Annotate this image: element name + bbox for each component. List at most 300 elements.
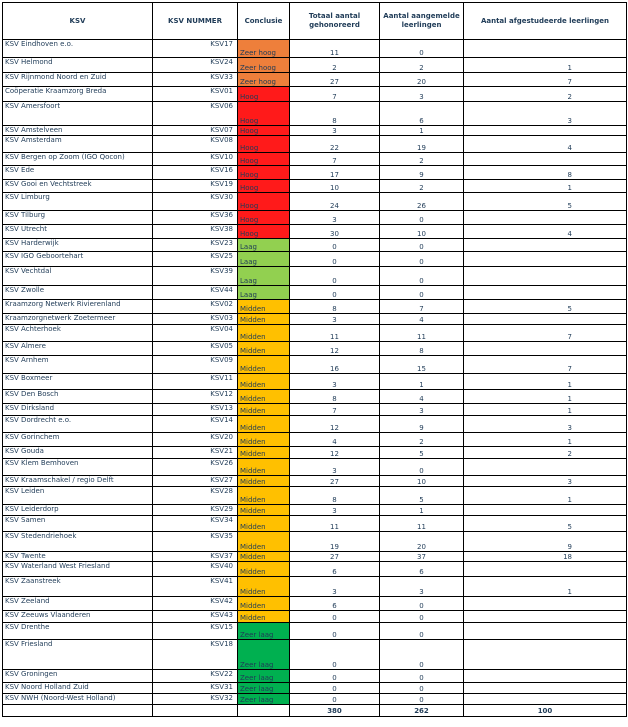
ksv-number-cell: KSV05: [153, 342, 238, 356]
totals-empty-conclusie: [238, 705, 290, 717]
table-row: [3, 390, 627, 404]
afgestudeerde-leerlingen-cell: [464, 694, 627, 705]
afgestudeerde-leerlingen-cell: 8: [464, 166, 627, 180]
ksv-name-cell: KSV Drenthe: [3, 623, 153, 640]
totaal-gehonoreerd-cell: 0: [290, 239, 380, 252]
totaal-gehonoreerd-cell: 6: [290, 597, 380, 611]
aangemelde-leerlingen-cell: 1: [380, 126, 464, 136]
aangemelde-leerlingen-cell: 6: [380, 562, 464, 577]
ksv-number-cell: KSV42: [153, 597, 238, 611]
afgestudeerde-leerlingen-cell: [464, 342, 627, 356]
totaal-gehonoreerd-cell: 27: [290, 476, 380, 487]
conclusie-cell: Midden: [238, 505, 290, 516]
aangemelde-leerlingen-cell: 11: [380, 325, 464, 342]
ksv-number-cell: KSV19: [153, 180, 238, 193]
table-row: [3, 562, 627, 577]
table-row: [3, 433, 627, 447]
ksv-number-cell: KSV10: [153, 153, 238, 166]
aangemelde-leerlingen-cell: 19: [380, 136, 464, 153]
aangemelde-leerlingen-cell: 1: [380, 505, 464, 516]
ksv-number-cell: KSV40: [153, 562, 238, 577]
table-body: [3, 40, 627, 705]
aangemelde-leerlingen-cell: 0: [380, 459, 464, 476]
ksv-name-cell: KSV Kraamschakel / regio Delft: [3, 476, 153, 487]
aangemelde-leerlingen-cell: 9: [380, 166, 464, 180]
ksv-number-cell: KSV06: [153, 102, 238, 126]
ksv-name-cell: KSV Tilburg: [3, 211, 153, 225]
aangemelde-leerlingen-cell: 26: [380, 193, 464, 211]
afgestudeerde-leerlingen-cell: [464, 611, 627, 623]
aangemelde-leerlingen-cell: 20: [380, 532, 464, 552]
conclusie-cell: Hoog: [238, 225, 290, 239]
aangemelde-leerlingen-cell: 10: [380, 476, 464, 487]
ksv-number-cell: KSV09: [153, 356, 238, 374]
aangemelde-leerlingen-cell: 5: [380, 487, 464, 505]
conclusie-cell: Midden: [238, 390, 290, 404]
table-row: [3, 552, 627, 562]
ksv-number-cell: KSV33: [153, 73, 238, 87]
afgestudeerde-leerlingen-cell: [464, 640, 627, 670]
conclusie-cell: Midden: [238, 516, 290, 532]
ksv-name-cell: KSV Zeeland: [3, 597, 153, 611]
table-row: [3, 694, 627, 705]
header-afgestudeerd: Aantal afgestudeerde leerlingen: [464, 3, 627, 40]
ksv-name-cell: KSV Gorinchem: [3, 433, 153, 447]
header-totaal: Totaal aantal gehonoreerd: [290, 3, 380, 40]
ksv-number-cell: KSV20: [153, 433, 238, 447]
afgestudeerde-leerlingen-cell: [464, 239, 627, 252]
ksv-name-cell: KSV Leiderdorp: [3, 505, 153, 516]
ksv-number-cell: KSV11: [153, 374, 238, 390]
ksv-name-cell: Coöperatie Kraamzorg Breda: [3, 87, 153, 102]
afgestudeerde-leerlingen-cell: 1: [464, 577, 627, 597]
table-row: [3, 267, 627, 286]
ksv-number-cell: KSV30: [153, 193, 238, 211]
totaal-gehonoreerd-cell: 0: [290, 611, 380, 623]
table-row: [3, 153, 627, 166]
afgestudeerde-leerlingen-cell: [464, 597, 627, 611]
table-row: [3, 623, 627, 640]
aangemelde-leerlingen-cell: 0: [380, 286, 464, 300]
ksv-name-cell: KSV Amstelveen: [3, 126, 153, 136]
ksv-number-cell: KSV25: [153, 252, 238, 267]
aangemelde-leerlingen-cell: 2: [380, 58, 464, 73]
totaal-gehonoreerd-cell: 0: [290, 694, 380, 705]
ksv-number-cell: KSV14: [153, 416, 238, 433]
ksv-number-cell: KSV03: [153, 314, 238, 325]
ksv-name-cell: KSV Rijnmond Noord en Zuid: [3, 73, 153, 87]
totaal-gehonoreerd-cell: 27: [290, 73, 380, 87]
table-row: [3, 670, 627, 683]
conclusie-cell: Zeer laag: [238, 670, 290, 683]
conclusie-cell: Laag: [238, 267, 290, 286]
ksv-number-cell: KSV16: [153, 166, 238, 180]
afgestudeerde-leerlingen-cell: [464, 211, 627, 225]
totaal-gehonoreerd-cell: 27: [290, 552, 380, 562]
table-row: [3, 252, 627, 267]
table-row: [3, 404, 627, 416]
totaal-gehonoreerd-cell: 11: [290, 325, 380, 342]
conclusie-cell: Zeer hoog: [238, 40, 290, 58]
table-row: [3, 416, 627, 433]
afgestudeerde-leerlingen-cell: [464, 623, 627, 640]
aangemelde-leerlingen-cell: 4: [380, 314, 464, 325]
conclusie-cell: Midden: [238, 314, 290, 325]
ksv-number-cell: KSV35: [153, 532, 238, 552]
totaal-gehonoreerd-cell: 7: [290, 153, 380, 166]
afgestudeerde-leerlingen-cell: 4: [464, 225, 627, 239]
conclusie-cell: Midden: [238, 552, 290, 562]
table-row: [3, 136, 627, 153]
ksv-number-cell: KSV36: [153, 211, 238, 225]
table-row: [3, 374, 627, 390]
ksv-name-cell: KSV Dordrecht e.o.: [3, 416, 153, 433]
conclusie-cell: Laag: [238, 252, 290, 267]
conclusie-cell: Midden: [238, 532, 290, 552]
aangemelde-leerlingen-cell: 15: [380, 356, 464, 374]
afgestudeerde-leerlingen-cell: 5: [464, 300, 627, 314]
ksv-number-cell: KSV28: [153, 487, 238, 505]
totaal-gehonoreerd-cell: 3: [290, 505, 380, 516]
ksv-number-cell: KSV15: [153, 623, 238, 640]
aangemelde-leerlingen-cell: 0: [380, 611, 464, 623]
aangemelde-leerlingen-cell: 6: [380, 102, 464, 126]
aangemelde-leerlingen-cell: 0: [380, 252, 464, 267]
totaal-gehonoreerd-cell: 30: [290, 225, 380, 239]
ksv-number-cell: KSV27: [153, 476, 238, 487]
totaal-gehonoreerd-cell: 12: [290, 416, 380, 433]
totaal-gehonoreerd-cell: 2: [290, 58, 380, 73]
conclusie-cell: Midden: [238, 476, 290, 487]
aangemelde-leerlingen-cell: 0: [380, 267, 464, 286]
totaal-gehonoreerd-cell: 16: [290, 356, 380, 374]
ksv-name-cell: KSV Achterhoek: [3, 325, 153, 342]
ksv-name-cell: KSV Boxmeer: [3, 374, 153, 390]
conclusie-cell: Midden: [238, 597, 290, 611]
totaal-gehonoreerd-cell: 12: [290, 342, 380, 356]
ksv-number-cell: KSV37: [153, 552, 238, 562]
aangemelde-leerlingen-cell: 3: [380, 87, 464, 102]
ksv-number-cell: KSV44: [153, 286, 238, 300]
conclusie-cell: Zeer laag: [238, 623, 290, 640]
aangemelde-leerlingen-cell: 4: [380, 390, 464, 404]
totaal-gehonoreerd-cell: 24: [290, 193, 380, 211]
aangemelde-leerlingen-cell: 0: [380, 694, 464, 705]
afgestudeerde-leerlingen-cell: 3: [464, 476, 627, 487]
totaal-gehonoreerd-cell: 19: [290, 532, 380, 552]
afgestudeerde-leerlingen-cell: [464, 126, 627, 136]
table-row: [3, 516, 627, 532]
ksv-name-cell: KSV NWH (Noord-West Holland): [3, 694, 153, 705]
afgestudeerde-leerlingen-cell: 1: [464, 404, 627, 416]
ksv-name-cell: KSV Gooi en Vechtstreek: [3, 180, 153, 193]
table-row: [3, 611, 627, 623]
ksv-number-cell: KSV08: [153, 136, 238, 153]
afgestudeerde-leerlingen-cell: [464, 153, 627, 166]
ksv-name-cell: KSV Den Bosch: [3, 390, 153, 404]
totaal-gehonoreerd-cell: 12: [290, 447, 380, 459]
table-row: [3, 447, 627, 459]
table-row: [3, 286, 627, 300]
totaal-gehonoreerd-cell: 0: [290, 683, 380, 694]
ksv-name-cell: KSV Stedendriehoek: [3, 532, 153, 552]
conclusie-cell: Midden: [238, 577, 290, 597]
ksv-name-cell: KSV Limburg: [3, 193, 153, 211]
ksv-number-cell: KSV02: [153, 300, 238, 314]
afgestudeerde-leerlingen-cell: 4: [464, 136, 627, 153]
ksv-number-cell: KSV21: [153, 447, 238, 459]
totals-row: [3, 705, 627, 717]
table-row: [3, 314, 627, 325]
aangemelde-leerlingen-cell: 0: [380, 239, 464, 252]
aangemelde-leerlingen-cell: 37: [380, 552, 464, 562]
table-row: [3, 58, 627, 73]
totaal-gehonoreerd-cell: 3: [290, 577, 380, 597]
ksv-number-cell: KSV38: [153, 225, 238, 239]
table-row: [3, 166, 627, 180]
table-row: [3, 577, 627, 597]
aangemelde-leerlingen-cell: 1: [380, 374, 464, 390]
ksv-name-cell: KSV Noord Holland Zuid: [3, 683, 153, 694]
ksv-number-cell: KSV32: [153, 694, 238, 705]
afgestudeerde-leerlingen-cell: 1: [464, 390, 627, 404]
totaal-gehonoreerd-cell: 11: [290, 40, 380, 58]
table-row: [3, 73, 627, 87]
aangemelde-leerlingen-cell: 8: [380, 342, 464, 356]
ksv-number-cell: KSV26: [153, 459, 238, 476]
afgestudeerde-leerlingen-cell: 9: [464, 532, 627, 552]
afgestudeerde-leerlingen-cell: 3: [464, 102, 627, 126]
conclusie-cell: Midden: [238, 356, 290, 374]
ksv-number-cell: KSV12: [153, 390, 238, 404]
afgestudeerde-leerlingen-cell: [464, 670, 627, 683]
ksv-number-cell: KSV13: [153, 404, 238, 416]
conclusie-cell: Zeer laag: [238, 640, 290, 670]
ksv-number-cell: KSV22: [153, 670, 238, 683]
totaal-gehonoreerd-cell: 11: [290, 516, 380, 532]
aangemelde-leerlingen-cell: 0: [380, 670, 464, 683]
ksv-number-cell: KSV18: [153, 640, 238, 670]
table-row: [3, 505, 627, 516]
header-aangemeld: Aantal aangemelde leerlingen: [380, 3, 464, 40]
afgestudeerde-leerlingen-cell: 1: [464, 487, 627, 505]
conclusie-cell: Midden: [238, 447, 290, 459]
header-ksv: KSV: [3, 3, 153, 40]
afgestudeerde-leerlingen-cell: [464, 683, 627, 694]
aangemelde-leerlingen-cell: 0: [380, 623, 464, 640]
total-aangemeld: 262: [380, 705, 464, 717]
totaal-gehonoreerd-cell: 3: [290, 314, 380, 325]
table-row: [3, 640, 627, 670]
afgestudeerde-leerlingen-cell: 3: [464, 416, 627, 433]
ksv-name-cell: KSV Klem Bemhoven: [3, 459, 153, 476]
conclusie-cell: Zeer hoog: [238, 73, 290, 87]
totaal-gehonoreerd-cell: 3: [290, 374, 380, 390]
conclusie-cell: Hoog: [238, 153, 290, 166]
afgestudeerde-leerlingen-cell: 7: [464, 356, 627, 374]
conclusie-cell: Hoog: [238, 126, 290, 136]
table-row: [3, 325, 627, 342]
conclusie-cell: Zeer laag: [238, 683, 290, 694]
aangemelde-leerlingen-cell: 10: [380, 225, 464, 239]
ksv-name-cell: KSV Almere: [3, 342, 153, 356]
afgestudeerde-leerlingen-cell: [464, 505, 627, 516]
ksv-name-cell: KSV Zeeuws Vlaanderen: [3, 611, 153, 623]
conclusie-cell: Hoog: [238, 136, 290, 153]
table-row: [3, 102, 627, 126]
conclusie-cell: Midden: [238, 611, 290, 623]
conclusie-cell: Hoog: [238, 193, 290, 211]
afgestudeerde-leerlingen-cell: [464, 40, 627, 58]
ksv-number-cell: KSV39: [153, 267, 238, 286]
ksv-name-cell: KSV Helmond: [3, 58, 153, 73]
afgestudeerde-leerlingen-cell: 18: [464, 552, 627, 562]
aangemelde-leerlingen-cell: 0: [380, 640, 464, 670]
afgestudeerde-leerlingen-cell: 2: [464, 447, 627, 459]
aangemelde-leerlingen-cell: 0: [380, 211, 464, 225]
conclusie-cell: Midden: [238, 325, 290, 342]
ksv-number-cell: KSV41: [153, 577, 238, 597]
table-row: [3, 180, 627, 193]
totaal-gehonoreerd-cell: 6: [290, 562, 380, 577]
conclusie-cell: Laag: [238, 239, 290, 252]
ksv-name-cell: Kraamzorg Netwerk Rivierenland: [3, 300, 153, 314]
afgestudeerde-leerlingen-cell: 2: [464, 87, 627, 102]
ksv-name-cell: KSV Friesland: [3, 640, 153, 670]
totaal-gehonoreerd-cell: 7: [290, 404, 380, 416]
table-row: [3, 459, 627, 476]
table-row: [3, 597, 627, 611]
afgestudeerde-leerlingen-cell: 1: [464, 433, 627, 447]
ksv-name-cell: KSV Twente: [3, 552, 153, 562]
totaal-gehonoreerd-cell: 0: [290, 267, 380, 286]
totaal-gehonoreerd-cell: 0: [290, 286, 380, 300]
ksv-name-cell: KSV Amsterdam: [3, 136, 153, 153]
table-row: [3, 356, 627, 374]
aangemelde-leerlingen-cell: 0: [380, 40, 464, 58]
total-afgestudeerd: 100: [464, 705, 627, 717]
totaal-gehonoreerd-cell: 7: [290, 87, 380, 102]
totaal-gehonoreerd-cell: 8: [290, 300, 380, 314]
ksv-number-cell: KSV01: [153, 87, 238, 102]
afgestudeerde-leerlingen-cell: [464, 562, 627, 577]
aangemelde-leerlingen-cell: 2: [380, 433, 464, 447]
totaal-gehonoreerd-cell: 0: [290, 670, 380, 683]
conclusie-cell: Midden: [238, 459, 290, 476]
ksv-name-cell: KSV Dirksland: [3, 404, 153, 416]
aangemelde-leerlingen-cell: 2: [380, 180, 464, 193]
afgestudeerde-leerlingen-cell: 7: [464, 73, 627, 87]
conclusie-cell: Midden: [238, 562, 290, 577]
afgestudeerde-leerlingen-cell: [464, 459, 627, 476]
ksv-name-cell: KSV Utrecht: [3, 225, 153, 239]
ksv-number-cell: KSV34: [153, 516, 238, 532]
totaal-gehonoreerd-cell: 3: [290, 211, 380, 225]
totaal-gehonoreerd-cell: 3: [290, 459, 380, 476]
totaal-gehonoreerd-cell: 3: [290, 126, 380, 136]
conclusie-cell: Midden: [238, 374, 290, 390]
ksv-number-cell: KSV29: [153, 505, 238, 516]
conclusie-cell: Hoog: [238, 166, 290, 180]
afgestudeerde-leerlingen-cell: 7: [464, 325, 627, 342]
header-ksv-nummer: KSV NUMMER: [153, 3, 238, 40]
totaal-gehonoreerd-cell: 22: [290, 136, 380, 153]
ksv-number-cell: KSV43: [153, 611, 238, 623]
afgestudeerde-leerlingen-cell: [464, 252, 627, 267]
totaal-gehonoreerd-cell: 4: [290, 433, 380, 447]
table-row: [3, 126, 627, 136]
ksv-name-cell: KSV Vechtdal: [3, 267, 153, 286]
totaal-gehonoreerd-cell: 8: [290, 487, 380, 505]
ksv-name-cell: KSV Leiden: [3, 487, 153, 505]
ksv-name-cell: KSV Harderwijk: [3, 239, 153, 252]
aangemelde-leerlingen-cell: 9: [380, 416, 464, 433]
ksv-name-cell: KSV Samen: [3, 516, 153, 532]
table-row: [3, 87, 627, 102]
ksv-name-cell: KSV Eindhoven e.o.: [3, 40, 153, 58]
conclusie-cell: Midden: [238, 487, 290, 505]
aangemelde-leerlingen-cell: 11: [380, 516, 464, 532]
aangemelde-leerlingen-cell: 0: [380, 683, 464, 694]
aangemelde-leerlingen-cell: 3: [380, 577, 464, 597]
conclusie-cell: Midden: [238, 404, 290, 416]
conclusie-cell: Hoog: [238, 87, 290, 102]
afgestudeerde-leerlingen-cell: 1: [464, 180, 627, 193]
ksv-table: [2, 2, 627, 717]
table-row: [3, 300, 627, 314]
totaal-gehonoreerd-cell: 0: [290, 640, 380, 670]
afgestudeerde-leerlingen-cell: 5: [464, 193, 627, 211]
table-row: [3, 40, 627, 58]
aangemelde-leerlingen-cell: 3: [380, 404, 464, 416]
totaal-gehonoreerd-cell: 8: [290, 390, 380, 404]
ksv-name-cell: KSV Bergen op Zoom (IGO Qocon): [3, 153, 153, 166]
header-row: [3, 3, 627, 40]
conclusie-cell: Hoog: [238, 180, 290, 193]
afgestudeerde-leerlingen-cell: [464, 314, 627, 325]
conclusie-cell: Midden: [238, 433, 290, 447]
table-row: [3, 487, 627, 505]
table-row: [3, 683, 627, 694]
ksv-number-cell: KSV24: [153, 58, 238, 73]
table-row: [3, 193, 627, 211]
ksv-number-cell: KSV31: [153, 683, 238, 694]
ksv-name-cell: KSV Zwolle: [3, 286, 153, 300]
total-gehonoreerd: 380: [290, 705, 380, 717]
ksv-number-cell: KSV07: [153, 126, 238, 136]
table-row: [3, 342, 627, 356]
ksv-name-cell: KSV Waterland West Friesland: [3, 562, 153, 577]
table-row: [3, 239, 627, 252]
conclusie-cell: Laag: [238, 286, 290, 300]
ksv-name-cell: KSV Gouda: [3, 447, 153, 459]
totaal-gehonoreerd-cell: 10: [290, 180, 380, 193]
ksv-name-cell: KSV Ede: [3, 166, 153, 180]
ksv-number-cell: KSV23: [153, 239, 238, 252]
conclusie-cell: Zeer hoog: [238, 58, 290, 73]
afgestudeerde-leerlingen-cell: [464, 286, 627, 300]
totaal-gehonoreerd-cell: 8: [290, 102, 380, 126]
conclusie-cell: Midden: [238, 342, 290, 356]
aangemelde-leerlingen-cell: 0: [380, 597, 464, 611]
ksv-name-cell: KSV Amersfoort: [3, 102, 153, 126]
afgestudeerde-leerlingen-cell: 5: [464, 516, 627, 532]
ksv-name-cell: KSV Groningen: [3, 670, 153, 683]
aangemelde-leerlingen-cell: 2: [380, 153, 464, 166]
conclusie-cell: Zeer laag: [238, 694, 290, 705]
totaal-gehonoreerd-cell: 17: [290, 166, 380, 180]
ksv-number-cell: KSV17: [153, 40, 238, 58]
